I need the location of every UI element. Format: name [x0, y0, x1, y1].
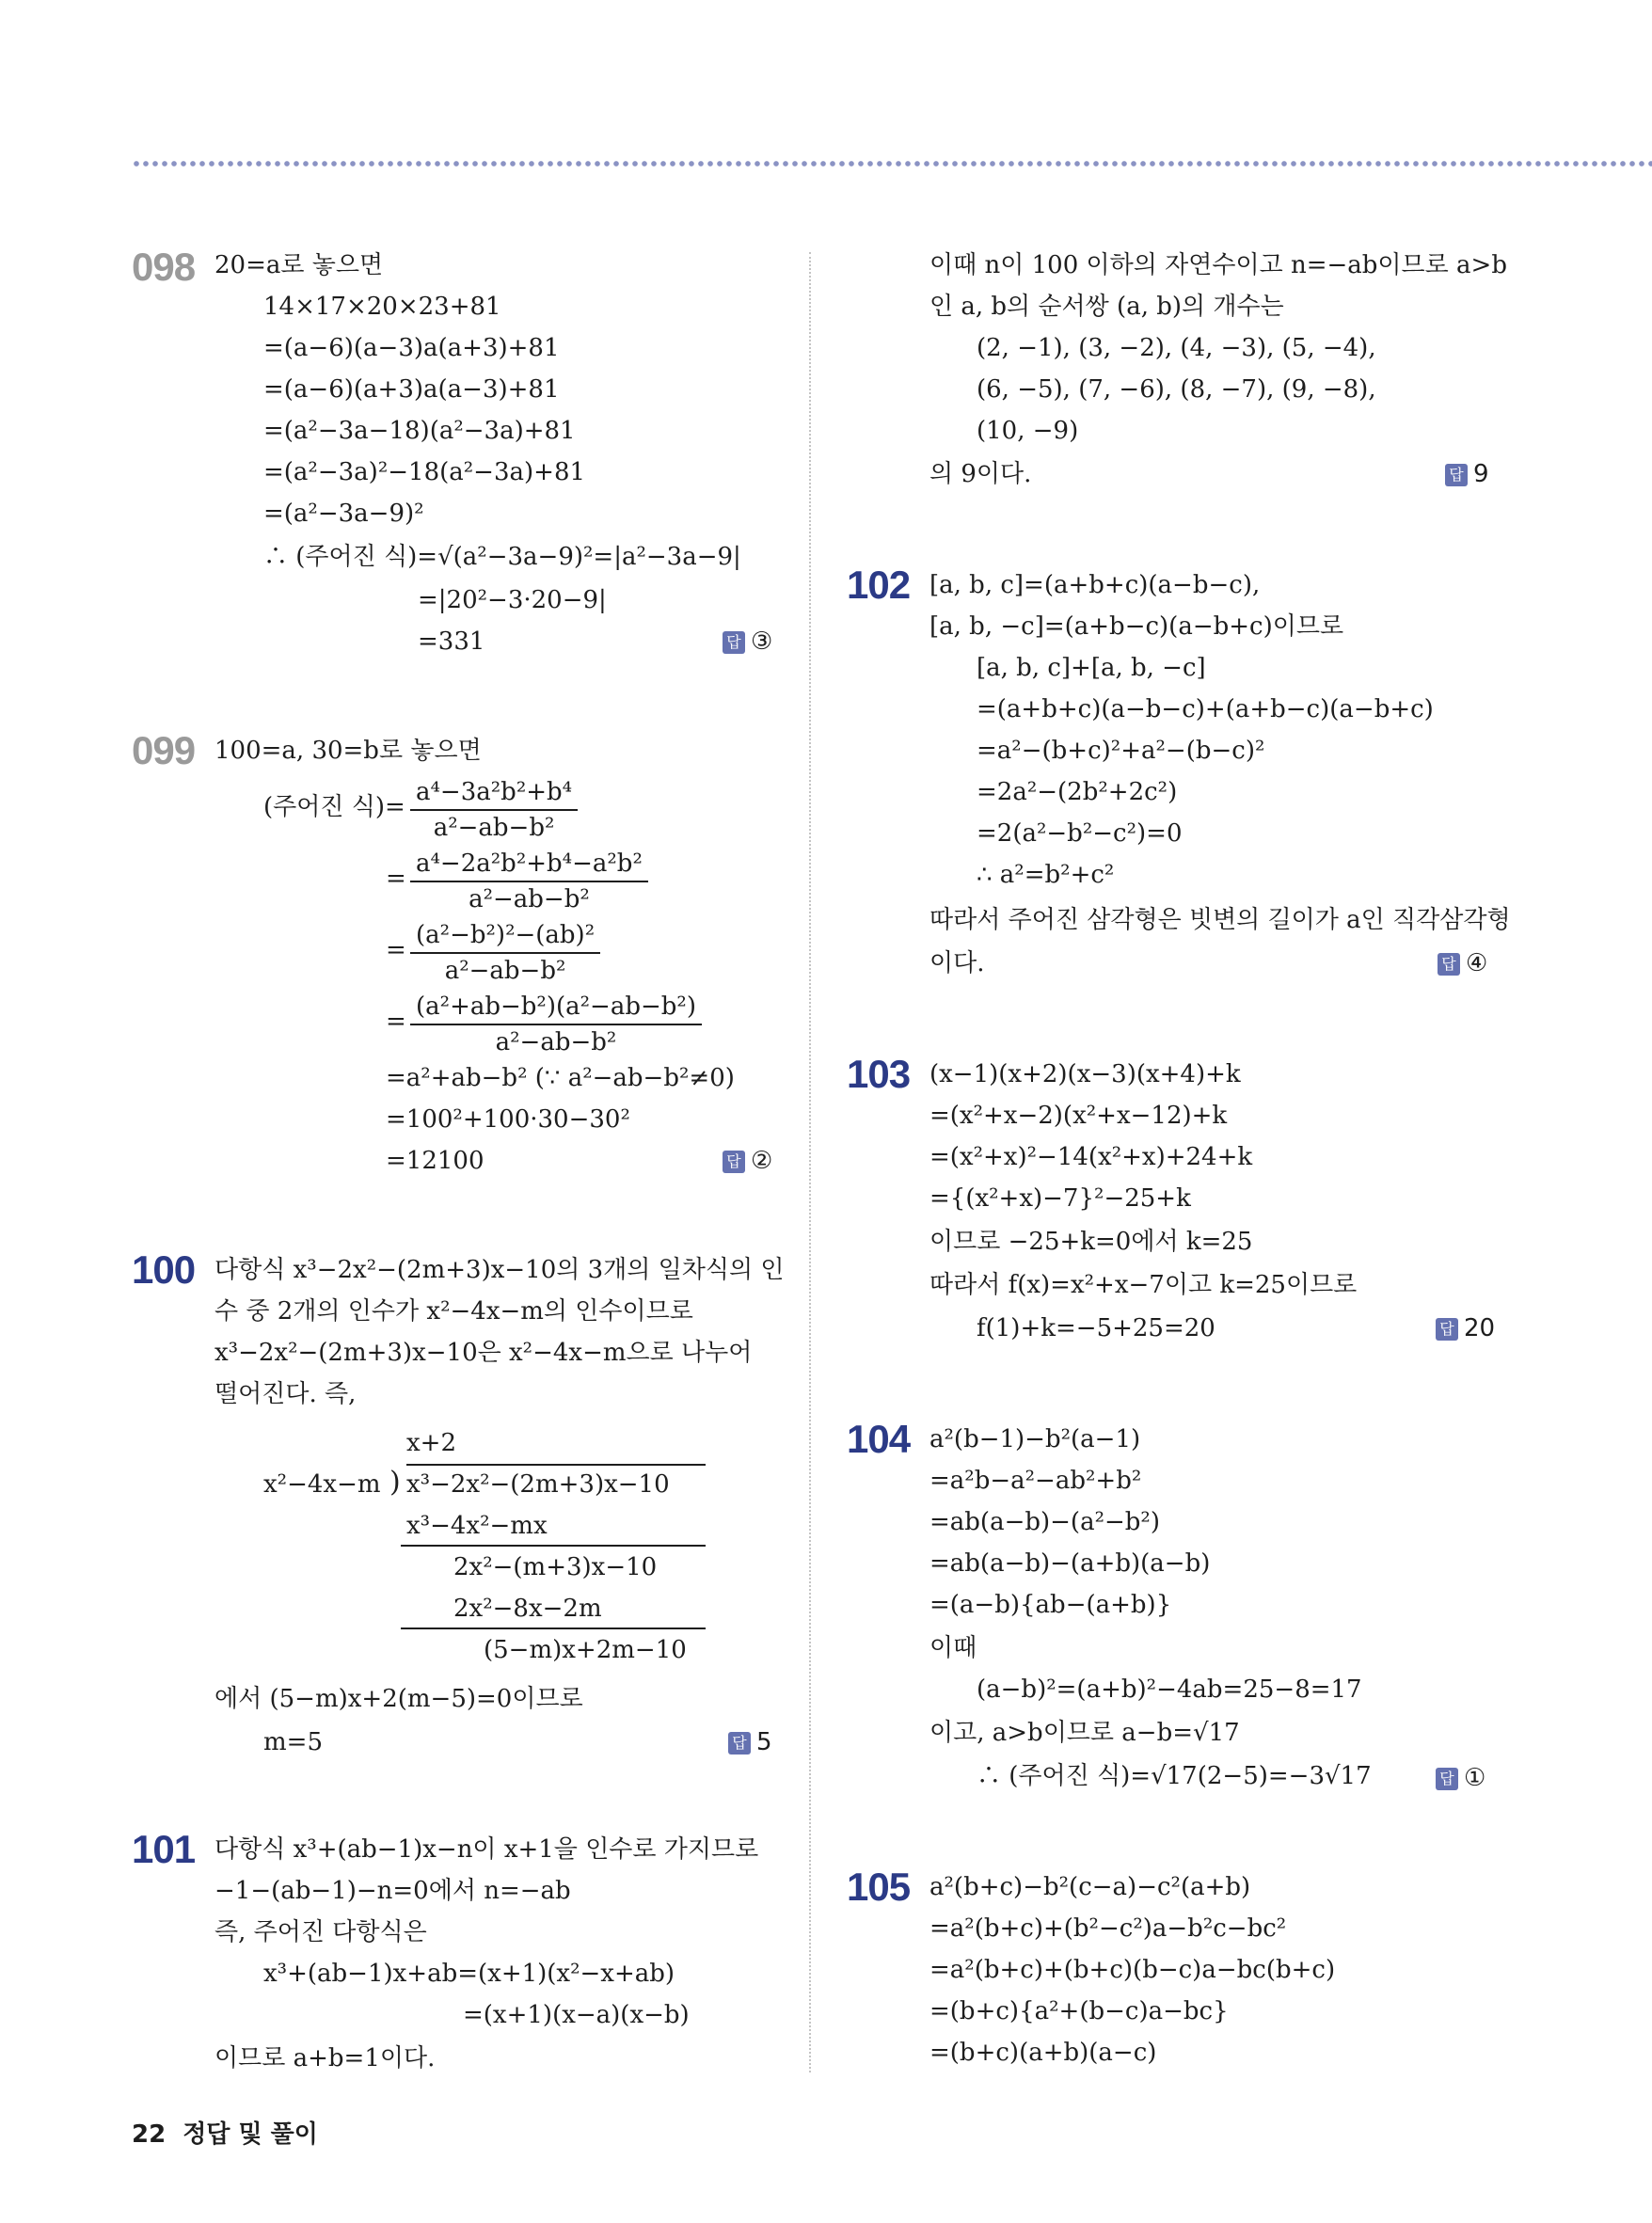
answer-value: ②	[751, 1147, 773, 1175]
solution-line: [a, b, c]+[a, b, −c]	[977, 654, 1206, 682]
page-footer	[132, 2115, 318, 2150]
solution-line: 인 a, b의 순서쌍 (a, b)의 개수는	[929, 293, 1284, 321]
solution-line: f(1)+k=−5+25=20	[977, 1314, 1215, 1342]
solution-line: =|20²−3·20−9|	[418, 586, 607, 614]
division-rule	[401, 1628, 706, 1629]
solution-line: (10, −9)	[977, 417, 1079, 445]
division-step: x³−4x²−mx	[406, 1512, 548, 1540]
answer-value: 9	[1473, 460, 1489, 488]
page-number: 22	[132, 2120, 167, 2149]
solution-line: =100²+100·30−30²	[386, 1105, 630, 1134]
fraction	[410, 920, 600, 986]
answer-badge: 답	[728, 1732, 751, 1755]
answer-value: ③	[751, 627, 773, 656]
problem-number-098: 098	[132, 245, 196, 289]
footer-title: 정답 및 풀이	[183, 2120, 318, 2149]
answer-104	[1436, 1763, 1485, 1793]
solution-line: (6, −5), (7, −6), (8, −7), (9, −8),	[977, 375, 1376, 404]
solution-line: =2a²−(2b²+2c²)	[977, 778, 1178, 806]
division-step: 2x²−(m+3)x−10	[453, 1553, 658, 1581]
solution-line: =12100	[386, 1147, 484, 1175]
solution-line: 이므로 −25+k=0에서 k=25	[929, 1228, 1253, 1256]
division-bar	[406, 1464, 706, 1466]
solution-line: =(a−6)(a−3)a(a+3)+81	[263, 334, 560, 362]
solution-line: =(x²+x)²−14(x²+x)+24+k	[929, 1143, 1253, 1171]
solution-line: =(a²−3a−18)(a²−3a)+81	[263, 417, 576, 445]
solution-line: 떨어진다. 즉,	[214, 1380, 357, 1408]
solution-line: (2, −1), (3, −2), (4, −3), (5, −4),	[977, 334, 1376, 362]
solution-line: 이고, a>b이므로 a−b=√17	[929, 1719, 1240, 1747]
division-rule	[401, 1545, 706, 1547]
fraction-denominator: a²−ab−b²	[469, 885, 590, 913]
solution-line: =ab(a−b)−(a+b)(a−b)	[929, 1549, 1211, 1578]
solution-line: 이므로 a+b=1이다.	[214, 2044, 436, 2072]
answer-103	[1436, 1313, 1495, 1343]
solution-line: =a²b−a²−ab²+b²	[929, 1467, 1142, 1495]
solution-line: ∴ a²=b²+c²	[977, 861, 1115, 889]
fraction-denominator: a²−ab−b²	[495, 1028, 617, 1056]
solution-line: =ab(a−b)−(a²−b²)	[929, 1508, 1160, 1536]
answer-badge: 답	[1438, 953, 1460, 976]
solution-line: −1−(ab−1)−n=0에서 n=−ab	[214, 1877, 571, 1905]
fraction-denominator: a²−ab−b²	[433, 814, 555, 842]
answer-101	[1445, 459, 1489, 489]
solution-line: (a−b)²=(a+b)²−4ab=25−8=17	[977, 1675, 1362, 1704]
answer-badge: 답	[1436, 1318, 1458, 1341]
solution-line: =2(a²−b²−c²)=0	[977, 819, 1183, 848]
solution-line: 이때	[929, 1634, 977, 1662]
solution-line: ∴ (주어진 식)=√(a²−3a−9)²=|a²−3a−9|	[263, 543, 741, 571]
solution-line: =a²+ab−b² (∵ a²−ab−b²≠0)	[386, 1064, 735, 1092]
solution-line: =331	[418, 627, 485, 656]
answer-value: ④	[1466, 949, 1488, 977]
solution-line: [a, b, c]=(a+b+c)(a−b−c),	[929, 571, 1261, 599]
fraction-numerator: (a²−b²)²−(ab)²	[410, 920, 600, 954]
solution-line: =a²−(b+c)²+a²−(b−c)²	[977, 737, 1265, 765]
solution-line: (x−1)(x+2)(x−3)(x+4)+k	[929, 1060, 1241, 1088]
fraction-numerator: a⁴−3a²b²+b⁴	[410, 777, 578, 811]
solution-line: m=5	[263, 1728, 323, 1756]
answer-099	[723, 1146, 772, 1176]
top-dotted-rule	[132, 160, 1652, 167]
solution-line: 즉, 주어진 다항식은	[214, 1918, 427, 1946]
answer-badge: 답	[1436, 1768, 1458, 1790]
solution-line: =(a+b+c)(a−b−c)+(a+b−c)(a−b+c)	[977, 695, 1434, 723]
solution-line: 다항식 x³+(ab−1)x−n이 x+1을 인수로 가지므로	[214, 1835, 759, 1864]
problem-number-104: 104	[847, 1417, 911, 1461]
solution-line: 다항식 x³−2x²−(2m+3)x−10의 3개의 일차식의 인	[214, 1256, 785, 1284]
answer-102	[1438, 948, 1487, 978]
solution-line: ∴ (주어진 식)=√17(2−5)=−3√17	[977, 1762, 1372, 1790]
problem-number-102: 102	[847, 563, 911, 607]
division-quotient: x+2	[406, 1429, 456, 1457]
fraction	[410, 777, 578, 843]
equals-sign: =	[386, 865, 406, 893]
answer-value: ①	[1464, 1764, 1486, 1792]
division-divisor: x²−4x−m	[263, 1470, 381, 1499]
division-remainder: (5−m)x+2m−10	[484, 1636, 687, 1664]
problem-number-100: 100	[132, 1247, 196, 1292]
answer-badge: 답	[723, 631, 745, 654]
fraction-numerator: (a²+ab−b²)(a²−ab−b²)	[410, 992, 702, 1025]
solution-line: =a²(b+c)+(b+c)(b−c)a−bc(b+c)	[929, 1956, 1336, 1984]
division-bracket: )	[389, 1466, 401, 1499]
answer-100	[728, 1727, 772, 1757]
problem-number-103: 103	[847, 1052, 911, 1096]
answer-value: 5	[756, 1728, 772, 1756]
solution-line: =(b+c)(a+b)(a−c)	[929, 2039, 1157, 2067]
solution-line: 이다.	[929, 949, 985, 977]
solution-line: 100=a, 30=b로 놓으면	[214, 737, 482, 765]
answer-value: 20	[1464, 1314, 1496, 1342]
solution-line: a²(b−1)−b²(a−1)	[929, 1425, 1141, 1453]
solution-line: =(a²−3a−9)²	[263, 500, 424, 528]
solution-line: =(b+c){a²+(b−c)a−bc}	[929, 1997, 1229, 2025]
solution-line: [a, b, −c]=(a+b−c)(a−b+c)이므로	[929, 612, 1344, 641]
solution-line: x³+(ab−1)x+ab=(x+1)(x²−x+ab)	[263, 1960, 675, 1988]
solution-line: ={(x²+x)−7}²−25+k	[929, 1184, 1191, 1213]
problem-number-105: 105	[847, 1865, 911, 1909]
solution-line: 에서 (5−m)x+2(m−5)=0이므로	[214, 1685, 583, 1713]
problem-number-101: 101	[132, 1827, 196, 1871]
solution-line: =(a−6)(a+3)a(a−3)+81	[263, 375, 560, 404]
equals-sign: =	[386, 936, 406, 964]
answer-098	[723, 627, 772, 657]
solution-line: 이때 n이 100 이하의 자연수이고 n=−ab이므로 a>b	[929, 251, 1507, 279]
fraction	[410, 849, 648, 914]
problem-number-099: 099	[132, 728, 196, 772]
solution-line: 따라서 주어진 삼각형은 빗변의 길이가 a인 직각삼각형	[929, 906, 1511, 934]
column-divider	[809, 252, 811, 2072]
solution-line: =a²(b+c)+(b²−c²)a−b²c−bc²	[929, 1914, 1287, 1943]
solution-line: x³−2x²−(2m+3)x−10은 x²−4x−m으로 나누어	[214, 1339, 753, 1367]
solution-line: a²(b+c)−b²(c−a)−c²(a+b)	[929, 1873, 1251, 1901]
solution-line: 따라서 f(x)=x²+x−7이고 k=25이므로	[929, 1271, 1358, 1299]
fraction-numerator: a⁴−2a²b²+b⁴−a²b²	[410, 849, 648, 882]
division-dividend: x³−2x²−(2m+3)x−10	[406, 1470, 670, 1499]
fraction	[410, 992, 702, 1057]
answer-badge: 답	[723, 1151, 745, 1173]
division-step: 2x²−8x−2m	[453, 1595, 602, 1623]
answer-badge: 답	[1445, 464, 1468, 486]
fraction-denominator: a²−ab−b²	[444, 957, 566, 985]
solution-line: 의 9이다.	[929, 460, 1032, 488]
solution-line: =(a−b){ab−(a+b)}	[929, 1591, 1172, 1619]
solution-line: =(a²−3a)²−18(a²−3a)+81	[263, 458, 586, 486]
solution-line: 수 중 2개의 인수가 x²−4x−m의 인수이므로	[214, 1297, 693, 1326]
solution-line: 14×17×20×23+81	[263, 293, 501, 321]
equals-sign: =	[386, 1008, 406, 1036]
fraction-lhs: (주어진 식)=	[263, 793, 405, 821]
solution-line: =(x²+x−2)(x²+x−12)+k	[929, 1102, 1228, 1130]
solution-line: =(x+1)(x−a)(x−b)	[463, 2001, 690, 2029]
solution-line: 20=a로 놓으면	[214, 251, 384, 279]
